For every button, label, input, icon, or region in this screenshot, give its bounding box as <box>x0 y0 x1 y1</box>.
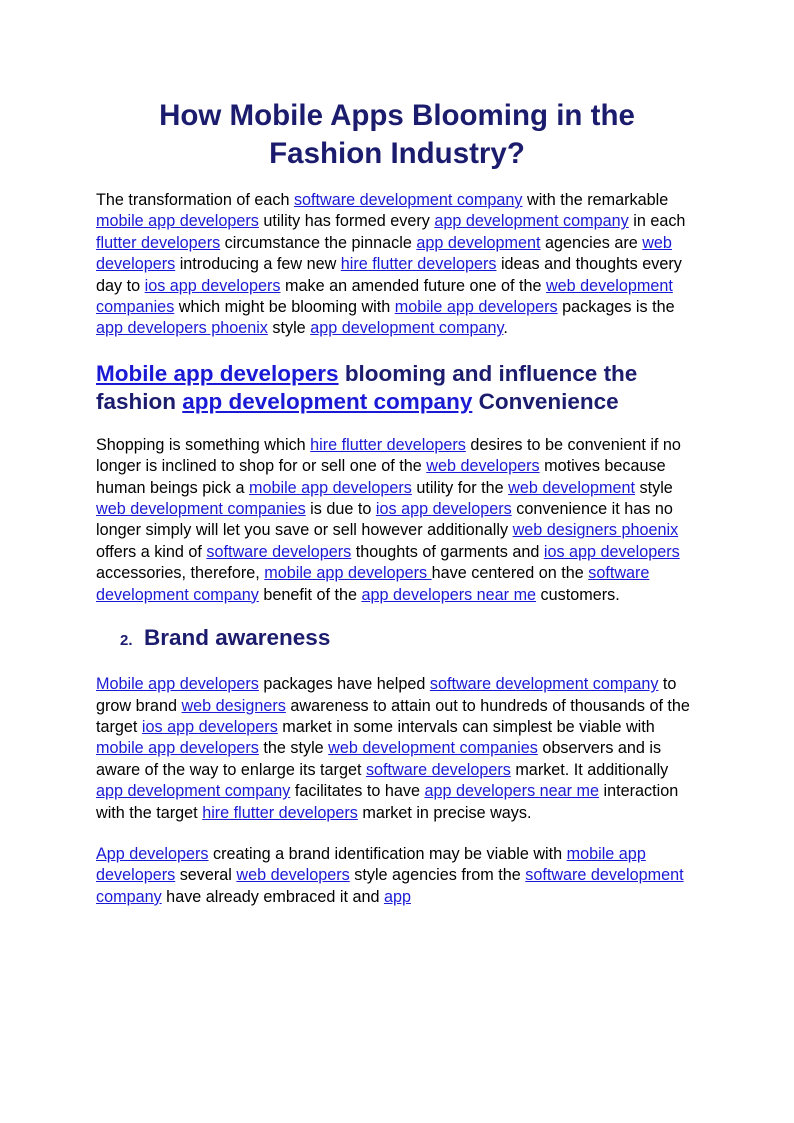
inline-link[interactable]: ios app developers <box>144 276 281 295</box>
inline-link[interactable]: app development company <box>434 212 629 231</box>
inline-link[interactable]: flutter developers <box>96 233 221 252</box>
text-run: offers a kind of <box>96 542 207 561</box>
inline-link[interactable]: mobile app developers <box>96 739 259 758</box>
text-run: style <box>267 319 311 338</box>
text-run: . <box>503 319 508 338</box>
inline-link[interactable]: app developers near me <box>424 782 600 801</box>
inline-link[interactable]: web designers phoenix <box>512 521 679 540</box>
inline-link[interactable]: mobile app developers <box>248 478 412 497</box>
inline-link[interactable]: software development company <box>429 675 659 694</box>
inline-link[interactable]: web developers <box>96 233 672 274</box>
inline-link[interactable]: Mobile app developers <box>96 675 259 694</box>
inline-link[interactable]: web development companies <box>328 739 538 758</box>
inline-link[interactable]: web developers <box>236 866 350 885</box>
text-run: introducing a few new <box>175 255 341 274</box>
text-run: market. It additionally <box>510 760 669 779</box>
inline-link[interactable]: App developers <box>96 844 209 863</box>
text-run: customers. <box>536 585 620 604</box>
text-run: market in precise ways. <box>357 803 532 822</box>
text-run: to grow brand <box>96 675 677 715</box>
inline-link[interactable]: app development <box>416 233 541 252</box>
brand-identification-paragraph <box>96 844 698 908</box>
text-run: market in some intervals can simplest be viable with <box>277 717 655 736</box>
inline-link[interactable]: app development company <box>310 319 504 338</box>
text-run: Convenience <box>472 389 619 415</box>
text-run: several <box>175 866 237 885</box>
inline-link[interactable]: mobile app developers <box>96 844 646 885</box>
text-run: Shopping is something which <box>96 435 311 454</box>
list-heading-brand-awareness <box>96 624 698 655</box>
text-run: awareness to attain out to hundreds of thousands of the target <box>96 696 690 736</box>
inline-link[interactable]: software development company <box>96 866 684 906</box>
inline-link[interactable]: software development company <box>293 191 523 209</box>
section-heading-mobile-app-developers <box>96 360 698 417</box>
inline-link[interactable]: mobile app developers <box>96 212 259 231</box>
inline-link[interactable]: software developers <box>365 760 511 779</box>
inline-link[interactable]: web development <box>508 478 636 497</box>
text-run: have centered on the <box>431 564 589 583</box>
text-run: thoughts of garments and <box>351 542 544 561</box>
title-line-2: Fashion Industry? <box>269 137 525 170</box>
inline-link[interactable]: hire flutter developers <box>310 435 466 454</box>
text-run: convenience it has no longer simply will let you save or sell however additionally <box>96 500 673 540</box>
inline-link[interactable]: ios app developers <box>141 717 278 736</box>
text-run: benefit of the <box>258 585 362 604</box>
inline-link[interactable]: web development companies <box>96 276 673 317</box>
inline-link[interactable]: software development company <box>96 564 650 604</box>
page-title <box>96 97 698 173</box>
text-run: have already embraced it and <box>161 887 384 906</box>
inline-link[interactable]: Mobile app developers <box>96 360 339 386</box>
inline-link[interactable]: web developers <box>426 457 540 476</box>
inline-link[interactable]: web development companies <box>96 500 306 519</box>
text-run: packages have helped <box>258 675 430 694</box>
inline-link[interactable]: software developers <box>206 542 352 561</box>
convenience-paragraph <box>96 435 698 606</box>
inline-link[interactable]: app developers near me <box>361 585 537 604</box>
text-run: motives because human beings pick a <box>96 457 666 497</box>
text-run: ideas and thoughts every day to <box>96 255 682 295</box>
text-run: make an amended future one of the <box>280 276 546 295</box>
inline-link[interactable]: mobile app developers <box>394 298 558 317</box>
inline-link[interactable]: ios app developers <box>543 542 680 561</box>
brand-awareness-paragraph <box>96 674 698 824</box>
text-run: the style <box>258 739 329 758</box>
inline-link[interactable]: app developers phoenix <box>96 319 268 338</box>
text-run: circumstance the pinnacle <box>220 233 417 252</box>
text-run: utility for the <box>411 478 509 497</box>
inline-link[interactable]: app development company <box>96 782 291 801</box>
text-run: utility has formed every <box>258 212 435 231</box>
inline-link[interactable]: hire flutter developers <box>340 255 497 274</box>
text-run: style agencies from the <box>349 866 526 885</box>
text-run: desires to be convenient if no longer is inclined to shop for or sell one of the <box>96 435 681 476</box>
intro-paragraph <box>96 190 698 340</box>
text-run: agencies are <box>540 233 643 252</box>
inline-link[interactable]: web designers <box>181 696 286 715</box>
text-run: in each <box>628 212 686 231</box>
text-run: The transformation of each <box>96 191 294 209</box>
text-run: interaction with the target <box>96 782 679 822</box>
text-run: creating a brand identification may be viable with <box>208 844 567 863</box>
list-number: 2. <box>120 632 133 650</box>
text-run: blooming and influence the fashion <box>96 360 638 415</box>
text-run: packages is the <box>557 298 675 317</box>
title-line-1: How Mobile Apps Blooming in the <box>159 99 635 132</box>
text-run: accessories, therefore, <box>96 564 265 583</box>
text-run: with the remarkable <box>522 191 669 209</box>
list-heading-text: Brand awareness <box>144 625 331 651</box>
inline-link[interactable]: mobile app developers <box>264 564 432 583</box>
text-run: facilitates to have <box>290 782 425 801</box>
text-run: style <box>635 478 673 497</box>
inline-link[interactable]: app development company <box>182 389 473 415</box>
text-run: observers and is aware of the way to enlarge its target <box>96 739 662 779</box>
document-page <box>96 97 698 908</box>
inline-link[interactable]: hire flutter developers <box>202 803 358 822</box>
inline-link[interactable]: app <box>383 887 411 906</box>
inline-link[interactable]: ios app developers <box>375 500 512 519</box>
text-run: which might be blooming with <box>174 298 395 317</box>
text-run: is due to <box>305 500 376 519</box>
